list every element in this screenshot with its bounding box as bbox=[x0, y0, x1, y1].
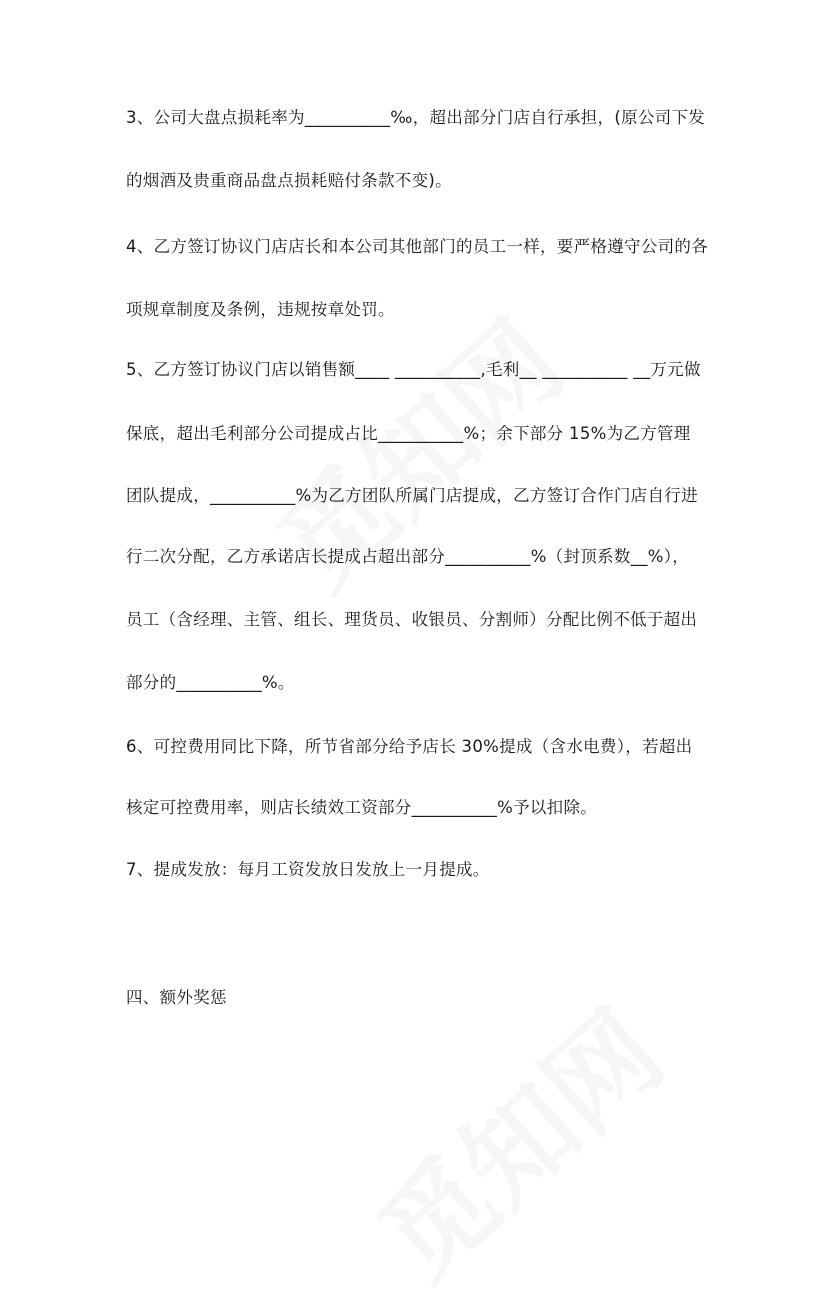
paragraph-line: 3、公司大盘点损耗率为__________‰，超出部分门店自行承担，(原公司下发 bbox=[126, 108, 706, 127]
paragraph-line: 项规章制度及条例，违规按章处罚。 bbox=[126, 300, 395, 319]
paragraph-line: 4、乙方签订协议门店店长和本公司其他部门的员工一样，要严格遵守公司的各 bbox=[126, 237, 708, 256]
paragraph-line: 员工（含经理、主管、组长、理货员、收银员、分割师）分配比例不低于超出 bbox=[126, 610, 698, 629]
paragraph-line: 6、可控费用同比下降，所节省部分给予店长 30%提成（含水电费），若超出 bbox=[126, 737, 693, 756]
paragraph-line: 保底，超出毛利部分公司提成占比__________%；余下部分 15%为乙方管理 bbox=[126, 424, 691, 443]
section-heading: 四、额外奖惩 bbox=[126, 988, 227, 1007]
paragraph-line: 行二次分配，乙方承诺店长提成占超出部分__________%（封顶系数__%）， bbox=[126, 547, 690, 566]
paragraph-line: 5、乙方签订协议门店以销售额____ __________,毛利__ __________ __万元做 bbox=[126, 360, 701, 379]
paragraph-line: 的烟酒及贵重商品盘点损耗赔付条款不变)。 bbox=[126, 171, 452, 190]
paragraph-line: 团队提成，__________%为乙方团队所属门店提成，乙方签订合作门店自行进 bbox=[126, 486, 698, 505]
paragraph-line: 部分的__________%。 bbox=[126, 673, 295, 692]
paragraph-line: 7、提成发放：每月工资发放日发放上一月提成。 bbox=[126, 860, 490, 879]
paragraph-line: 核定可控费用率，则店长绩效工资部分__________%予以扣除。 bbox=[126, 798, 598, 817]
watermark bbox=[340, 970, 691, 1308]
